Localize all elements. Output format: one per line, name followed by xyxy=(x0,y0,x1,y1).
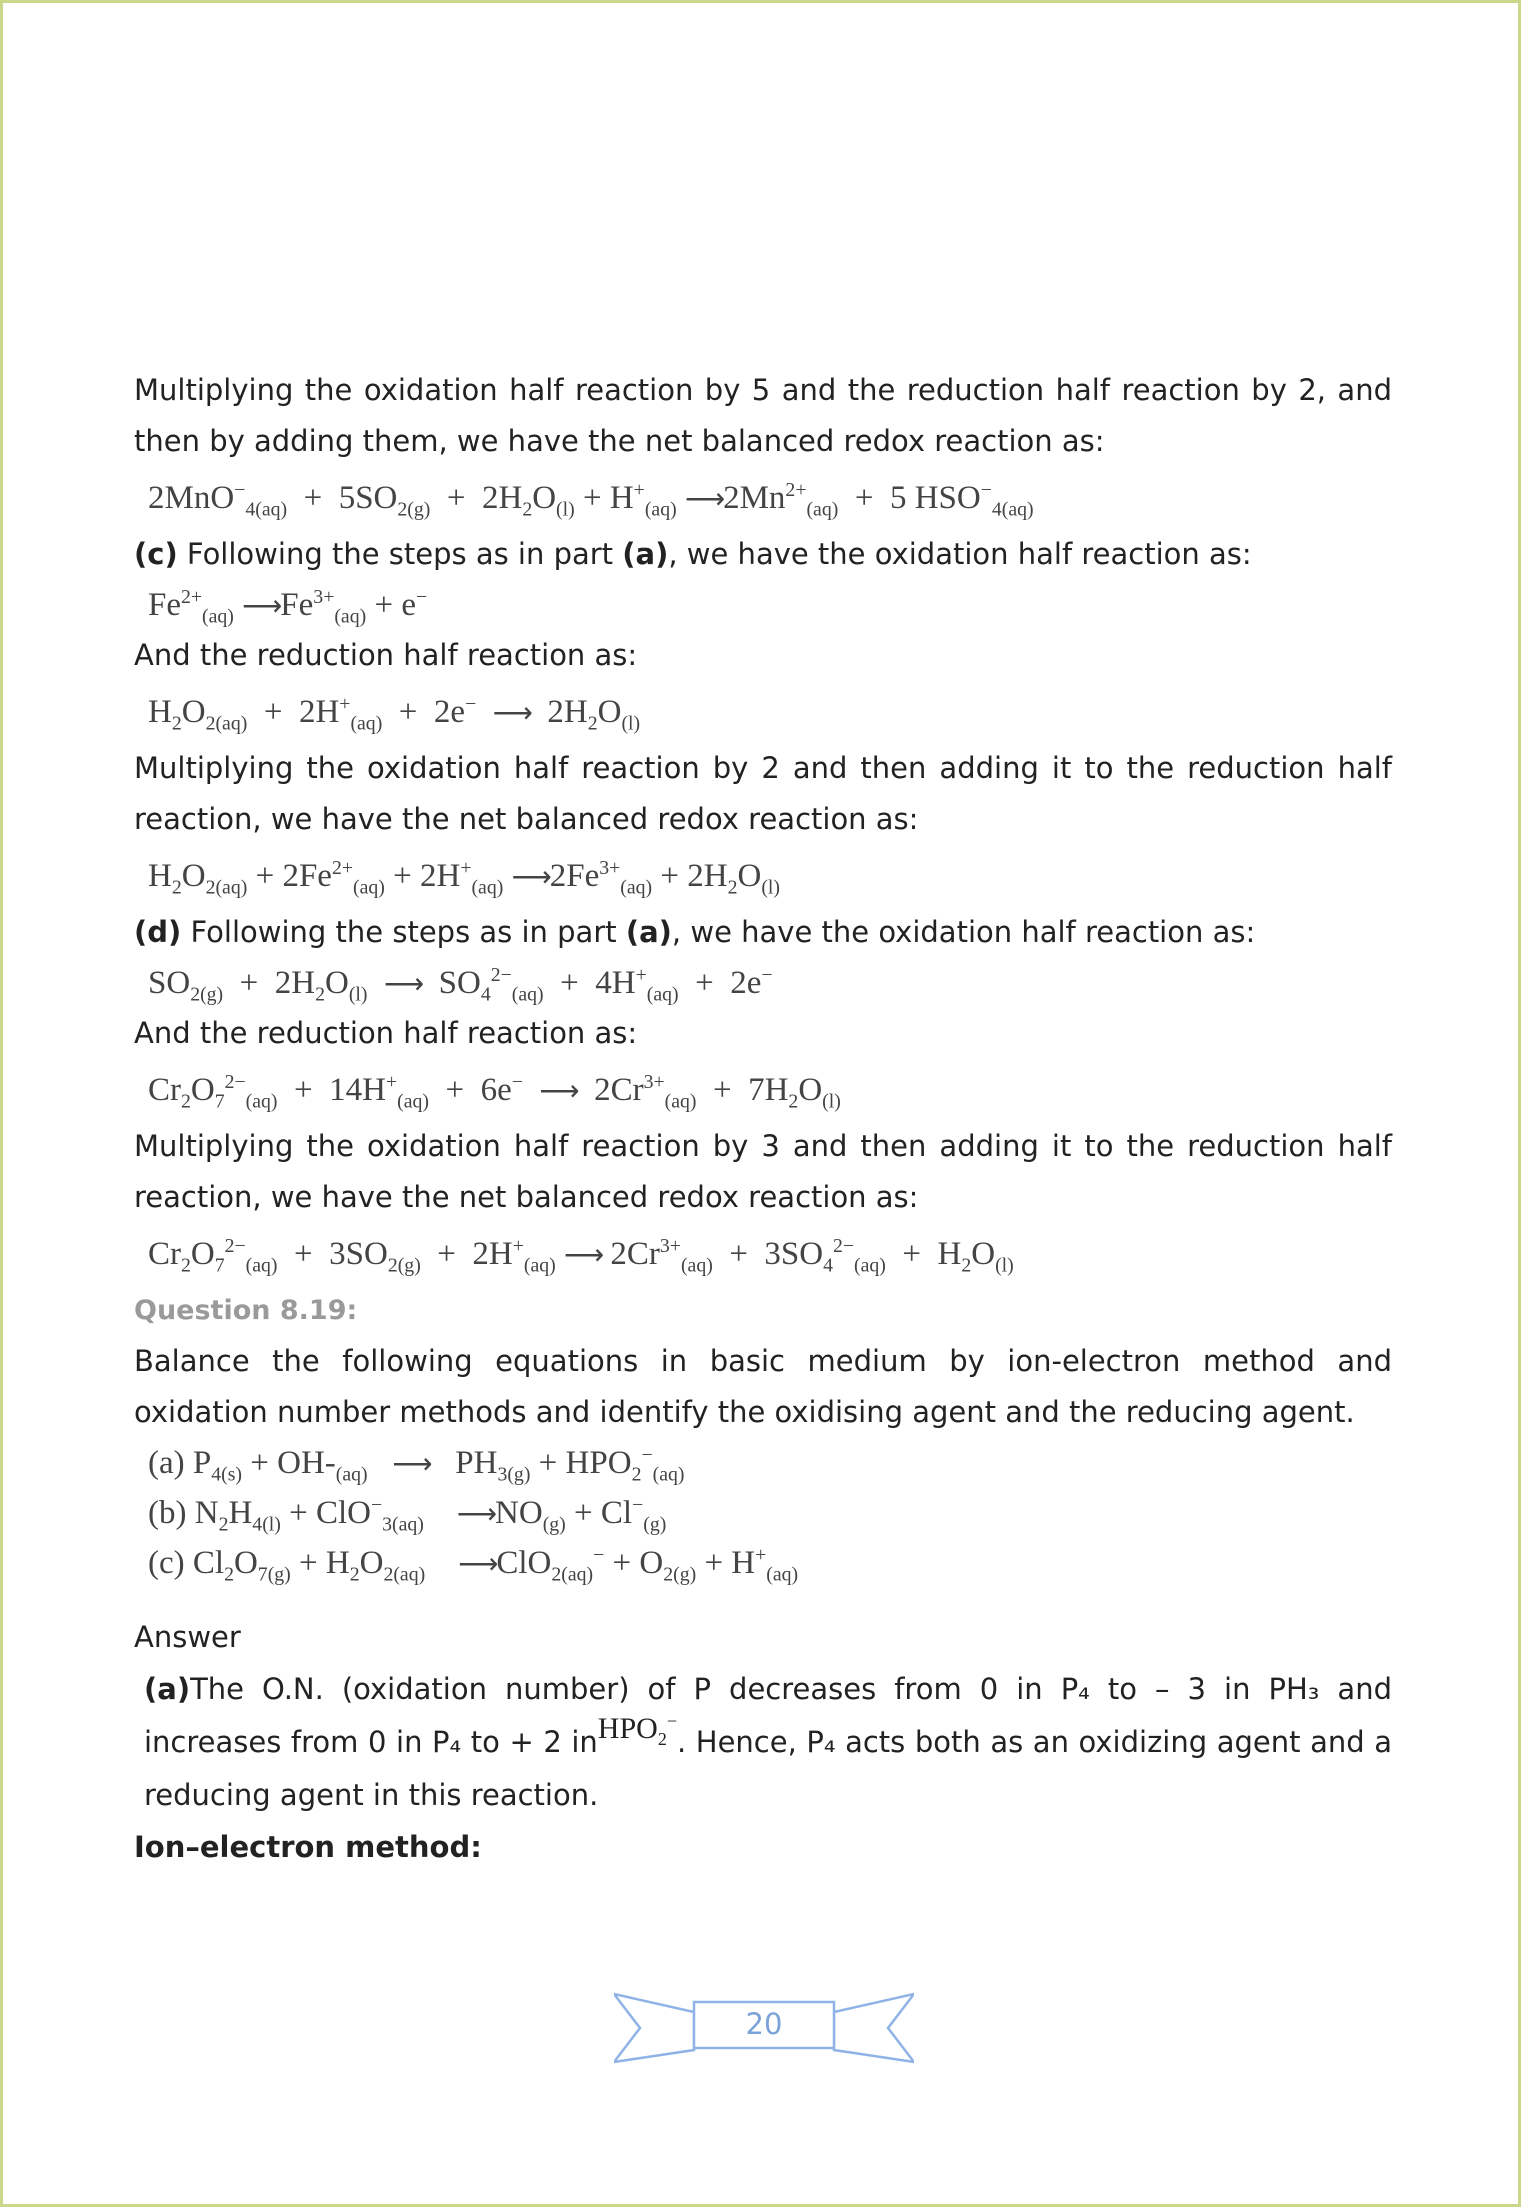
page-number: 20 xyxy=(745,2007,783,2041)
question-equation-c: (c) $Cl_2O_{7(g)} + H_2O_{2(aq)}$ ⟶ClO$_{2(aq)}$− + $O_{2(g)} + H^+_{(aq)}$ xyxy=(148,1544,799,1586)
spacer xyxy=(134,1588,1392,1612)
question-equation-b: (b) $N_2H_{4(l)} + ClO^-_{3(aq)}$ $⟶NO_{(g)} + Cl^-_{(g)}$ xyxy=(148,1494,667,1536)
equation-so2-oxidation: $SO_{2(g)} + 2H_2O_{(l)}$ ⟶ $SO_4^{2-}_{(aq)} + 4H^+_{(aq)} + 2e^-$ xyxy=(148,964,773,1006)
equation-net-mno4-so2: $2MnO^-_{4(aq)} + 5SO_{2(g)} + 2H_2O_{(l)} + H^+_{(aq)}$ $⟶2Mn^{2+}_{(aq)} + 5$ $HSO^-_{4(aq)}$ xyxy=(148,479,1034,521)
hpo2-formula: $HPO_2^-$ xyxy=(597,1711,677,1749)
answer-a-text-1: The O.N. (oxidation number) of P decreases from 0 in P₄ to – 3 in PH₃ and increases from 0 in P₄ to + 2 in xyxy=(144,1672,1392,1759)
reduction-intro-d: And the reduction half reaction as: xyxy=(134,1016,638,1050)
question-title: Question 8.19: xyxy=(134,1295,358,1326)
reduction-intro-c: And the reduction half reaction as: xyxy=(134,638,638,672)
paragraph-multiply-3: Multiplying the oxidation half reaction by 3 and then adding it to the reduction half reaction, we have the net balanced redox reaction as: xyxy=(134,1129,1392,1214)
page-footer xyxy=(614,1988,914,2068)
part-d-label: (d) xyxy=(134,915,182,949)
equation-net-h2o2-fe: $H_2O_{2(aq)} + 2Fe^{2+}_{(aq)} + 2H^+_{(aq)}$ $⟶2Fe^{3+}_{(aq)} + 2H_2O_{(l)}$ xyxy=(148,857,780,899)
answer-a xyxy=(134,1663,1392,1822)
part-d-intro xyxy=(134,907,1392,958)
equation-cr2o7-reduction: $Cr_2O_7^{2-}_{(aq)} + 14H^+_{(aq)} + 6e^-$ ⟶ $2Cr^{3+}_{(aq)} + 7H_2O_{(l)}$ xyxy=(148,1071,841,1113)
paragraph-multiply-2: Multiplying the oxidation half reaction by 2 and then adding it to the reduction half reaction, we have the net balanced redox reaction as: xyxy=(134,751,1392,836)
equation-fe-oxidation: $Fe^{2+}_{(aq)}$ $⟶Fe^{3+}_{(aq)} + e^-$ xyxy=(148,586,428,628)
part-c-intro xyxy=(134,529,1392,580)
question-text: Balance the following equations in basic medium by ion-electron method and oxidation number methods and identify the oxidising agent and the reducing agent. xyxy=(134,1344,1392,1429)
ion-electron-method-heading: Ion–electron method: xyxy=(134,1830,482,1864)
part-c-text-2: , we have the oxidation half reaction as: xyxy=(668,537,1252,571)
equation-h2o2-reduction: $H_2O_{2(aq)} + 2H^+_{(aq)} + 2e^-$ ⟶ $2H_2O_{(l)}$ xyxy=(148,693,641,735)
answer-a-label: (a) xyxy=(144,1672,191,1706)
content xyxy=(134,365,1392,1873)
equation-net-cr2o7-so2: $Cr_2O_7^{2-}_{(aq)} + 3SO_{2(g)} + 2H^+_{(aq)}$ ⟶ $2Cr^{3+}_{(aq)} + 3SO_4^{2-}_{(aq)} + H_2O_{(l)}$ xyxy=(148,1235,1014,1277)
part-d-text-1: Following the steps as in part xyxy=(181,915,626,949)
paragraph-multiply-5-2: Multiplying the oxidation half reaction by 5 and the reduction half reaction by 2, and then by adding them, we have the net balanced redox reaction as: xyxy=(134,373,1392,458)
part-a-ref: (a) xyxy=(622,537,669,571)
part-d-text-2: , we have the oxidation half reaction as: xyxy=(671,915,1256,949)
question-equation-a: (a) $P_{4(s)} + OH-_{(aq)}$ ⟶ $PH_{3(g)} + HPO_2^-_{(aq)}$ xyxy=(148,1444,685,1486)
part-c-label: (c) xyxy=(134,537,178,571)
answer-label: Answer xyxy=(134,1620,241,1654)
part-c-text-1: Following the steps as in part xyxy=(177,537,623,571)
answer-a-text-2: . Hence, P₄ acts both as an oxidizing agent and a reducing agent in this reaction. xyxy=(144,1725,1392,1812)
part-a-ref-d: (a) xyxy=(625,915,672,949)
